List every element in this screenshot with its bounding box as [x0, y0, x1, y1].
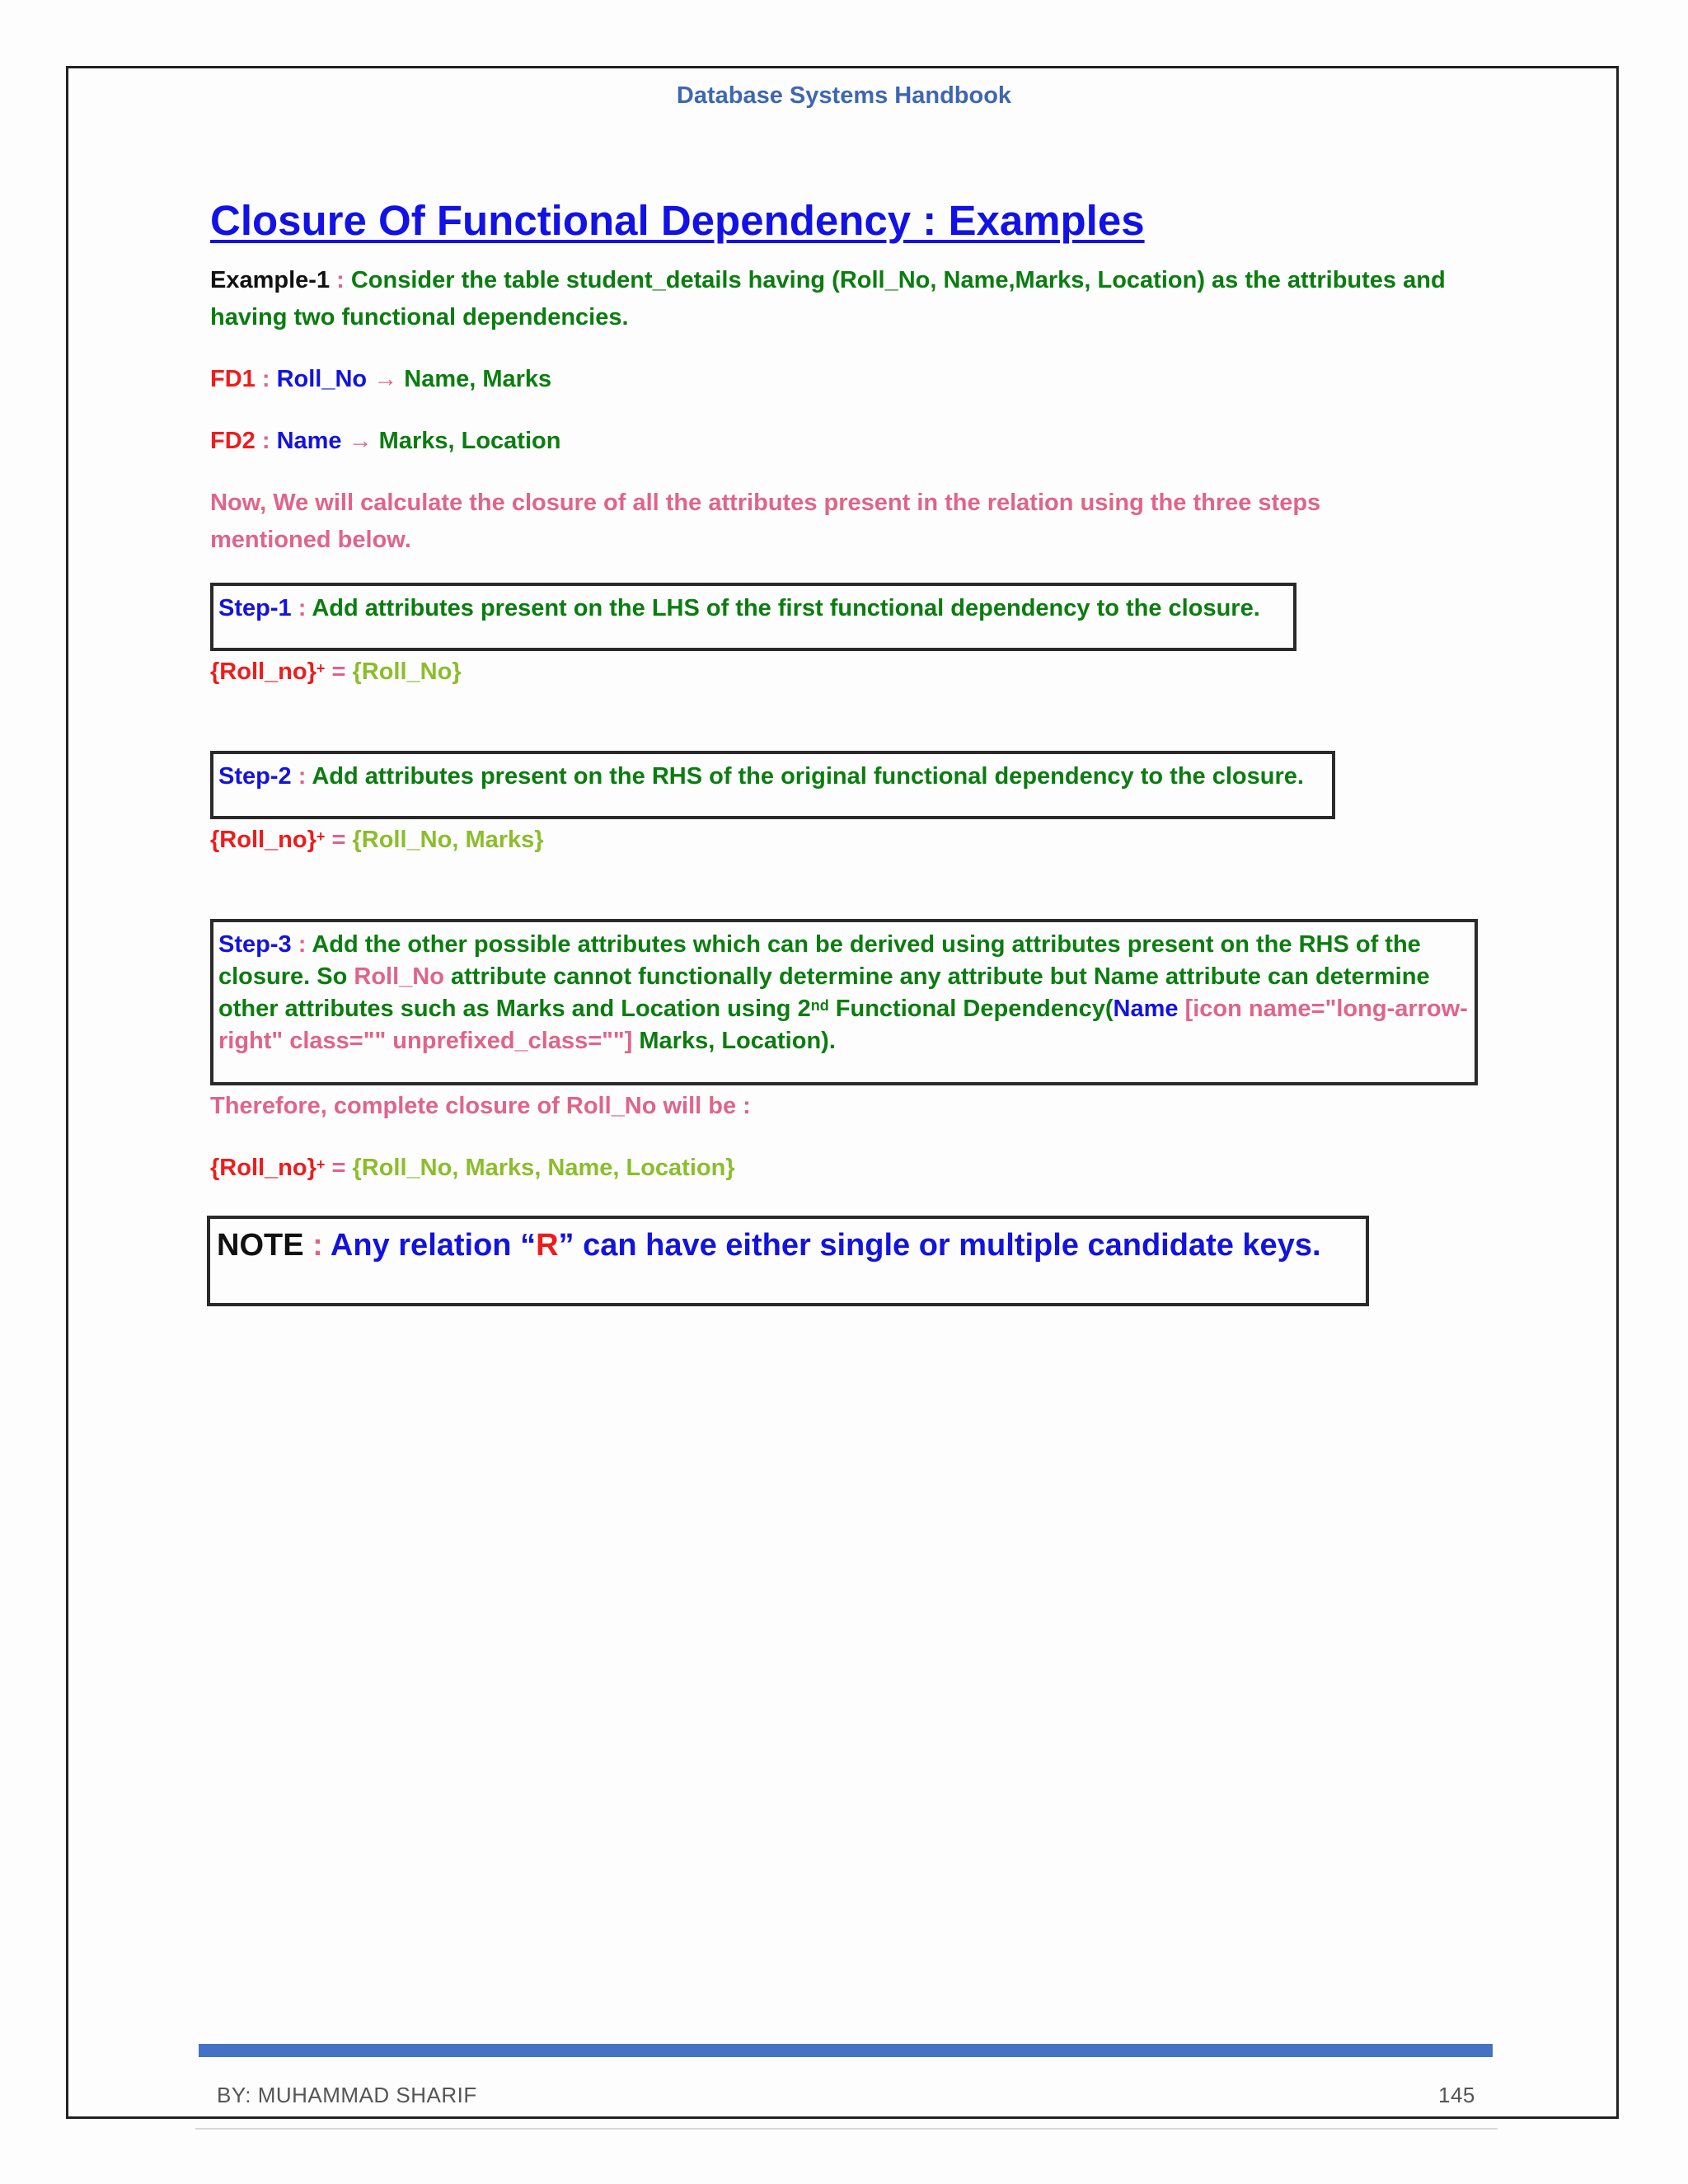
step3-label: Step-3: [218, 931, 292, 958]
step3-sep: :: [291, 931, 312, 958]
closure1-eq: =: [325, 658, 353, 685]
closure3-eq: =: [325, 1155, 353, 1181]
closure2-lhs: {Roll_no}: [210, 827, 316, 853]
fd1-rhs: Name, Marks: [397, 366, 552, 392]
closure1-sup: +: [316, 660, 326, 677]
fd2-sep: :: [255, 428, 277, 454]
page-header: Database Systems Handbook: [676, 82, 1012, 109]
fd2-arrow: →: [348, 428, 373, 454]
fd1-arrow: →: [373, 366, 398, 392]
fd1-label: FD1: [210, 366, 256, 392]
note-text-a: Any relation “: [330, 1228, 537, 1263]
step2-label: Step-2: [218, 763, 292, 790]
fd1-line: [210, 361, 1496, 398]
fd1-sep: :: [255, 366, 277, 392]
closure3-sup: +: [316, 1156, 326, 1173]
example-text: Consider the table student_details having (Roll_No, Name,Marks, Location) as the attributes and having two functional dependencies.: [210, 267, 1446, 330]
fd1-lhs: Roll_No: [276, 366, 374, 392]
step3-icon-text: [icon name="long-arrow-right" class="" unprefixed_class=""]: [218, 996, 1468, 1054]
bottom-divider: [195, 2128, 1498, 2130]
footer-page-number: 145: [1438, 2083, 1475, 2107]
note-text-b: ” can have either single or multiple candidate keys.: [558, 1228, 1321, 1263]
fd2-lhs: Name: [276, 428, 349, 454]
step1-label: Step-1: [218, 595, 292, 621]
closure2-line: [210, 822, 1496, 859]
intro-paragraph: Now, We will calculate the closure of all the attributes present in the relation using the three steps mentioned below.: [210, 490, 1321, 553]
note-r: R: [536, 1228, 559, 1263]
step3-name: Name: [1113, 996, 1185, 1022]
example-paragraph: [210, 262, 1496, 336]
fd2-line: [210, 423, 1496, 460]
step3-text-b: attribute cannot functionally determine any attribute but Name attribute can determine other attributes such as Marks and Location using 2: [218, 963, 1430, 1022]
therefore-line: Therefore, complete closure of Roll_No will be :: [210, 1093, 751, 1119]
closure2-rhs: {Roll_No, Marks}: [352, 827, 544, 853]
closure2-eq: =: [325, 827, 353, 853]
step1-text: Add attributes present on the LHS of the first functional dependency to the closure.: [312, 595, 1260, 621]
note-box: [207, 1216, 1369, 1306]
step3-text-a: Add the other possible attributes which can be derived using attributes present on the RHS of the closure. So: [218, 931, 1421, 990]
step2-sep: :: [291, 763, 312, 790]
closure3-rhs: {Roll_No, Marks, Name, Location}: [352, 1155, 735, 1181]
step3-roll: Roll_No: [354, 963, 444, 990]
step1-sep: :: [291, 595, 312, 621]
closure3-line: [210, 1150, 1496, 1187]
example-label: Example-1: [210, 267, 331, 293]
fd2-rhs: Marks, Location: [372, 428, 561, 454]
step3-sup: nd: [810, 997, 829, 1014]
closure1-lhs: {Roll_no}: [210, 658, 316, 685]
step1-box: [210, 583, 1296, 651]
step2-text: Add attributes present on the RHS of the original functional dependency to the closure.: [312, 763, 1304, 790]
closure1-line: [210, 654, 1496, 691]
step2-box: [210, 751, 1335, 819]
step3-text-d: Marks, Location).: [632, 1028, 836, 1054]
step3-box: [210, 919, 1478, 1085]
step3-text-c: Functional Dependency(: [828, 996, 1114, 1022]
footer-author: BY: MUHAMMAD SHARIF: [217, 2083, 477, 2107]
note-label: NOTE: [217, 1228, 304, 1263]
closure1-rhs: {Roll_No}: [352, 658, 462, 685]
note-sep: :: [303, 1228, 331, 1263]
closure3-lhs: {Roll_no}: [210, 1155, 316, 1181]
fd2-label: FD2: [210, 428, 256, 454]
closure2-sup: +: [316, 828, 326, 845]
footer-bar: [199, 2044, 1493, 2057]
example-sep: :: [330, 267, 351, 293]
page-title: Closure Of Functional Dependency : Examples: [210, 197, 1145, 244]
